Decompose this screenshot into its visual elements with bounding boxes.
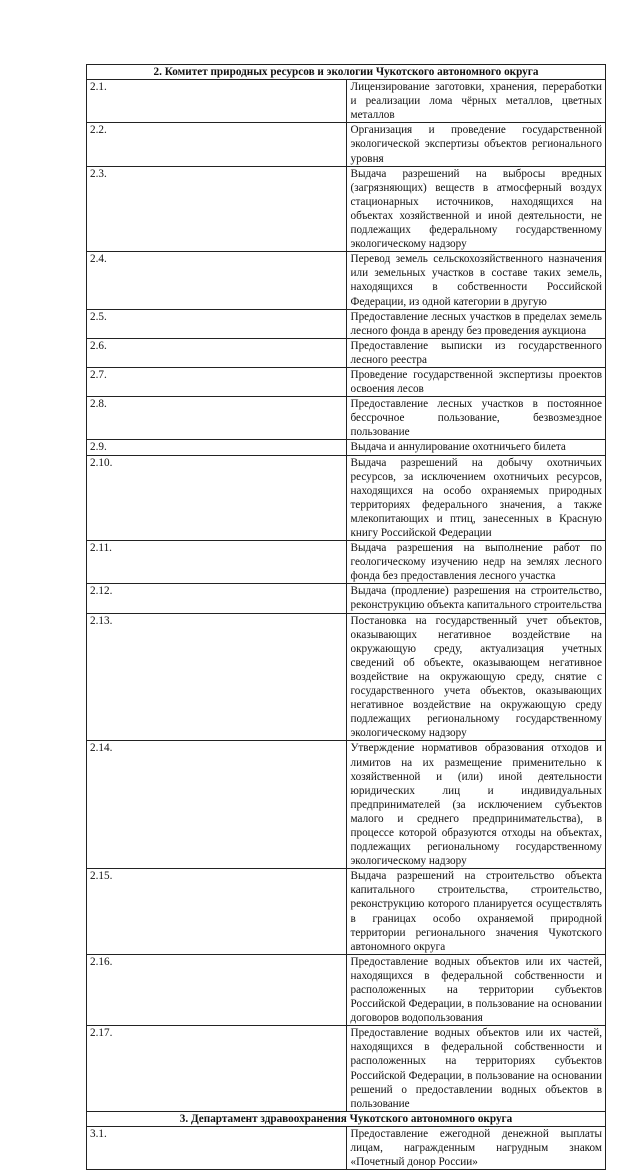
table-row (87, 1026, 606, 1112)
table-row (87, 455, 606, 541)
row-number: 2.13. (87, 613, 347, 741)
table-row (87, 954, 606, 1025)
service-description: Выдача (продление) разрешения на строительство, реконструкцию объекта капитального строительства (346, 584, 606, 613)
row-number: 2.16. (87, 954, 347, 1025)
service-description: Постановка на государственный учет объектов, оказывающих негативное воздействие на окружающую среду, актуализация учетных сведений об объекте, оказывающем негативное воздействие на окружающую среду, снятие с государственного учета объектов, оказывающих негативное воздействие на окружающую среду подлежащих региональному государственному экологическому надзору (346, 613, 606, 741)
table-row (87, 869, 606, 955)
table-row (87, 613, 606, 741)
service-description: Выдача разрешений на выбросы вредных (загрязняющих) веществ в атмосферный воздух стационарных источников, находящихся на объектах хозяйственной и иной деятельности, не подлежащих федеральному государственному экологическому надзору (346, 166, 606, 252)
row-number: 2.4. (87, 252, 347, 309)
service-description: Организация и проведение государственной экологической экспертизы объектов регионального уровня (346, 123, 606, 166)
service-description: Выдача и аннулирование охотничьего билета (346, 440, 606, 455)
row-number: 2.2. (87, 123, 347, 166)
table-row (87, 440, 606, 455)
row-number: 2.7. (87, 367, 347, 396)
table-row (87, 541, 606, 584)
section-title: 3. Департамент здравоохранения Чукотского автономного округа (87, 1111, 606, 1126)
service-description: Проведение государственной экспертизы проектов освоения лесов (346, 367, 606, 396)
service-description: Утверждение нормативов образования отходов и лимитов на их размещение применительно к хозяйственной и (или) иной деятельности юридических лиц и индивидуальных предпринимателей (за исключением субъектов малого и среднего предпринимательства), в процессе которой образуются отходы на объектах, подлежащих региональному государственному экологическому надзору (346, 741, 606, 869)
section-header-row (87, 1111, 606, 1126)
table-row (87, 1126, 606, 1169)
table-row (87, 309, 606, 338)
services-table-body (87, 65, 606, 1170)
row-number: 2.15. (87, 869, 347, 955)
service-description: Лицензирование заготовки, хранения, переработки и реализации лома чёрных металлов, цветных металлов (346, 80, 606, 123)
row-number: 2.10. (87, 455, 347, 541)
table-row (87, 397, 606, 440)
services-table (86, 64, 606, 1170)
service-description: Выдача разрешений на добычу охотничьих ресурсов, за исключением охотничьих ресурсов, находящихся на особо охраняемых природных территориях федерального значения, а также млекопитающих и птиц, занесенных в Красную книгу Российской Федерации (346, 455, 606, 541)
row-number: 2.12. (87, 584, 347, 613)
service-description: Выдача разрешения на выполнение работ по геологическому изучению недр на землях лесного фонда без предоставления лесного участка (346, 541, 606, 584)
service-description: Предоставление водных объектов или их частей, находящихся в федеральной собственности и расположенных на территориях субъектов Российской Федерации, в пользование на основании решений о предоставлении водных объектов в пользование (346, 1026, 606, 1112)
table-row (87, 338, 606, 367)
table-row (87, 123, 606, 166)
row-number: 2.1. (87, 80, 347, 123)
row-number: 2.8. (87, 397, 347, 440)
row-number: 2.9. (87, 440, 347, 455)
row-number: 2.3. (87, 166, 347, 252)
table-row (87, 584, 606, 613)
service-description: Предоставление водных объектов или их частей, находящихся в федеральной собственности и расположенных на территории субъектов Российской Федерации, в пользование на основании договоров водопользования (346, 954, 606, 1025)
service-description: Перевод земель сельскохозяйственного назначения или земельных участков в составе таких земель, находящихся в собственности Российской Федерации, из одной категории в другую (346, 252, 606, 309)
service-description: Предоставление лесных участков в постоянное бессрочное пользование, безвозмездное пользование (346, 397, 606, 440)
table-row (87, 367, 606, 396)
table-row (87, 80, 606, 123)
table-row (87, 166, 606, 252)
service-description: Выдача разрешений на строительство объекта капитального строительства, строительство, реконструкцию которого планируется осуществлять в границах особо охраняемой природной территории регионального значения Чукотского автономного округа (346, 869, 606, 955)
service-description: Предоставление лесных участков в пределах земель лесного фонда в аренду без проведения аукциона (346, 309, 606, 338)
row-number: 3.1. (87, 1126, 347, 1169)
service-description: Предоставление выписки из государственного лесного реестра (346, 338, 606, 367)
table-row (87, 252, 606, 309)
table-row (87, 741, 606, 869)
row-number: 2.17. (87, 1026, 347, 1112)
row-number: 2.5. (87, 309, 347, 338)
row-number: 2.11. (87, 541, 347, 584)
section-header-row (87, 65, 606, 80)
service-description: Предоставление ежегодной денежной выплаты лицам, награжденным нагрудным знаком «Почетный донор России» (346, 1126, 606, 1169)
document-page (86, 64, 606, 1170)
section-title: 2. Комитет природных ресурсов и экологии Чукотского автономного округа (87, 65, 606, 80)
row-number: 2.14. (87, 741, 347, 869)
row-number: 2.6. (87, 338, 347, 367)
